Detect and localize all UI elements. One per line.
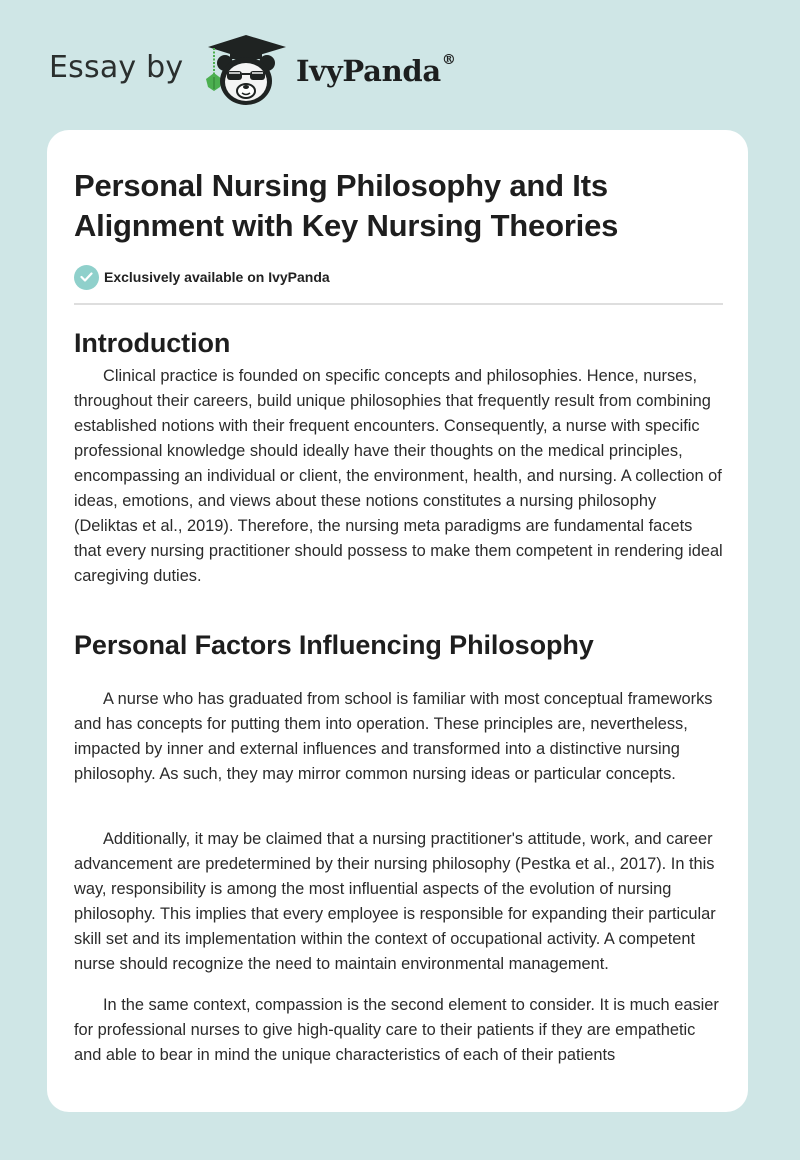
paragraph-introduction-1: Clinical practice is founded on specific concepts and philosophies. Hence, nurses, throughout their careers, build unique philosophies that frequently result from combining established notions with their frequent encounters. Consequently, a nurse with specific professional knowledge should ideally have their thoughts on the medical principles, encompassing an individual or client, the environment, health, and nursing. A collection of ideas, emotions, and views about these notions constitutes a nursing philosophy (Deliktas et al., 2019). Therefore, the nursing meta paradigms are fundamental facets that every nursing practitioner should possess to make them competent in rendering ideal caregiving duties. [74, 367, 723, 585]
exclusive-badge [74, 264, 330, 290]
essay-card [47, 130, 748, 1112]
paragraph-personal-factors-2: Additionally, it may be claimed that a nursing practitioner's attitude, work, and career advancement are predetermined by their nursing philosophy (Pestka et al., 2017). In this way, responsibility is among the most influential aspects of the evolution of nursing philosophy. This implies that every employee is responsible for expanding their particular skill set and its implementation within the context of occupational activity. A competent nurse should recognize the need to maintain environmental management. [74, 830, 716, 973]
badge-label: Exclusively available on IvyPanda [104, 269, 330, 285]
section-heading-personal-factors: Personal Factors Influencing Philosophy [74, 630, 594, 660]
brand-text: IvyPanda [296, 54, 441, 88]
check-circle-icon [74, 265, 99, 290]
registered-mark: ® [441, 52, 456, 68]
essay-by-label: Essay by [49, 50, 184, 85]
paragraph-personal-factors-3: In the same context, compassion is the second element to consider. It is much easier for professional nurses to give high-quality care to their patients if they are empathetic and able to bear in mind the unique characteristics of each of their patients [74, 996, 719, 1064]
panda-graduation-cap-icon[interactable] [200, 33, 292, 109]
paragraph-personal-factors-1: A nurse who has graduated from school is familiar with most conceptual frameworks and has concepts for putting them into operation. These principles are, nevertheless, impacted by inner and external influences and transformed into a distinctive nursing philosophy. As such, they may mirror common nursing ideas or particular concepts. [74, 690, 713, 783]
brand-name[interactable] [296, 54, 456, 88]
section-heading-introduction: Introduction [74, 328, 231, 358]
title-divider [74, 303, 723, 305]
essay-title: Personal Nursing Philosophy and Its Alignment with Key Nursing Theories [74, 168, 619, 243]
site-header [0, 0, 800, 130]
